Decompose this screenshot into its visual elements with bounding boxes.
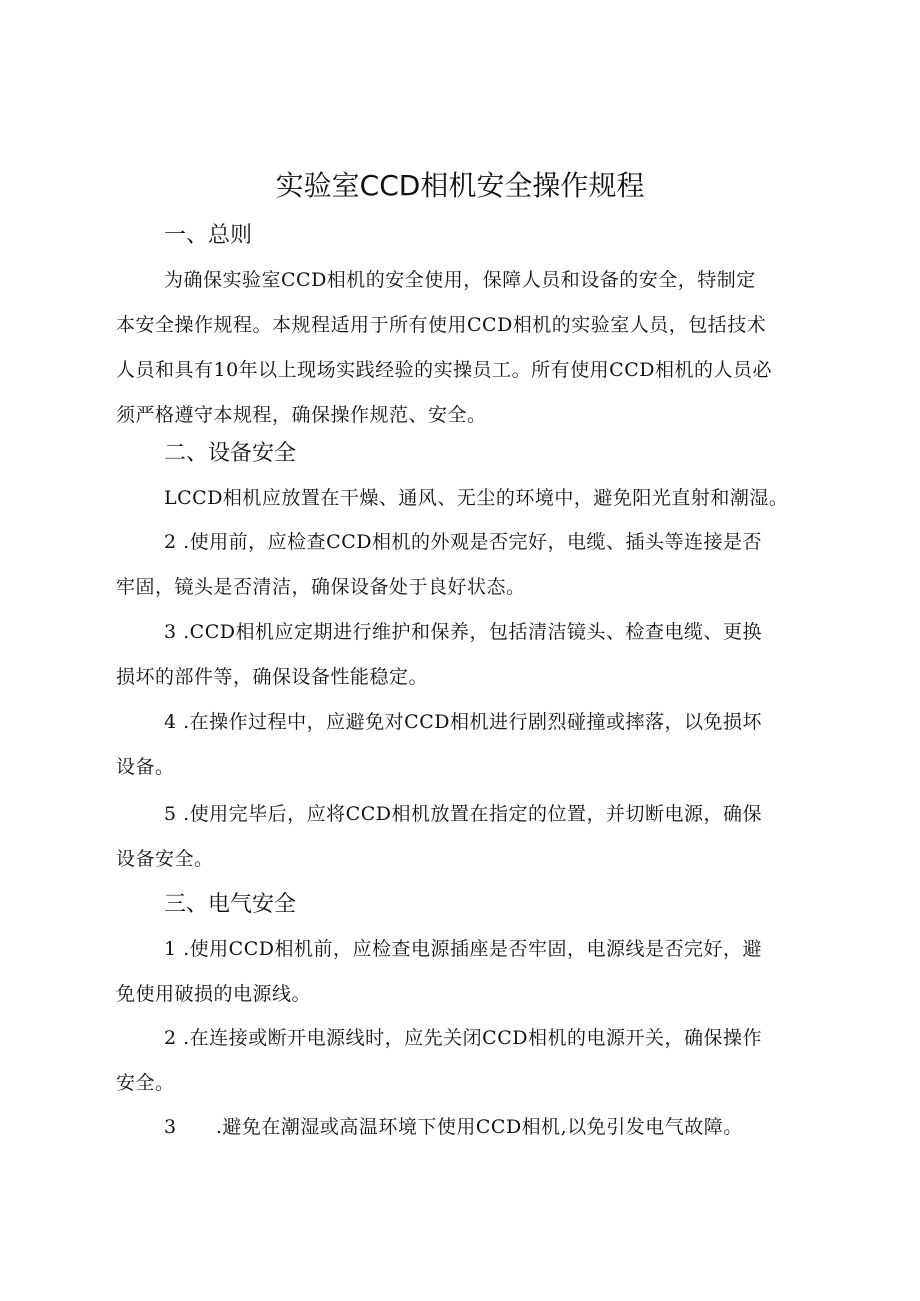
section-heading-general: 一、总则 — [164, 223, 253, 248]
paragraph-line: 人员和具有10年以上现场实践经验的实操员工。所有使用CCD相机的人员必 — [116, 359, 772, 381]
document-title: 实验室CCD相机安全操作规程 — [275, 169, 645, 202]
paragraph-line: 须严格遵守本规程，确保操作规范、安全。 — [116, 404, 487, 426]
paragraph-line: 2 .使用前，应检查CCD相机的外观是否完好，电缆、插头等连接是否 — [164, 531, 762, 553]
paragraph-equipment-4 — [116, 700, 816, 790]
paragraph-line: LCCD相机应放置在干燥、通风、无尘的环境中，避免阳光直射和潮湿。 — [164, 487, 789, 509]
paragraph-line: 设备安全。 — [116, 848, 214, 870]
paragraph-electrical-3 — [116, 1105, 816, 1150]
paragraph-line: 1 .使用CCD相机前，应检查电源插座是否牢固，电源线是否完好，避 — [164, 938, 762, 960]
paragraph-line: 牢固，镜头是否清洁，确保设备处于良好状态。 — [116, 576, 526, 598]
paragraph-line: 3 .CCD相机应定期进行维护和保养，包括清洁镜头、检查电缆、更换 — [164, 621, 762, 643]
paragraph-equipment-1 — [116, 476, 816, 521]
paragraph-line: 为确保实验室CCD相机的安全使用，保障人员和设备的安全，特制定 — [164, 269, 756, 291]
paragraph-electrical-1 — [116, 927, 816, 1017]
paragraph-line: 4 .在操作过程中，应避免对CCD相机进行剧烈碰撞或摔落，以免损坏 — [164, 711, 762, 733]
paragraph-equipment-3 — [116, 610, 816, 700]
paragraph-line: 本安全操作规程。本规程适用于所有使用CCD相机的实验室人员，包括技术 — [116, 314, 767, 336]
paragraph-line: 设备。 — [116, 756, 175, 778]
paragraph-line: 损坏的部件等，确保设备性能稳定。 — [116, 666, 429, 688]
paragraph-line: 3 .避免在潮湿或高温环境下使用CCD相机,以免引发电气故障。 — [164, 1116, 743, 1138]
paragraph-equipment-2 — [116, 520, 816, 610]
paragraph-electrical-2 — [116, 1016, 816, 1106]
paragraph-general-1 — [116, 258, 816, 438]
paragraph-line: 5 .使用完毕后，应将CCD相机放置在指定的位置，并切断电源，确保 — [164, 803, 762, 825]
section-heading-electrical: 三、电气安全 — [164, 892, 297, 917]
paragraph-line: 安全。 — [116, 1072, 175, 1094]
paragraph-line: 2 .在连接或断开电源线时，应先关闭CCD相机的电源开关，确保操作 — [164, 1027, 762, 1049]
section-heading-equipment: 二、设备安全 — [164, 441, 297, 466]
paragraph-equipment-5 — [116, 792, 816, 882]
paragraph-line: 免使用破损的电源线。 — [116, 983, 312, 1005]
